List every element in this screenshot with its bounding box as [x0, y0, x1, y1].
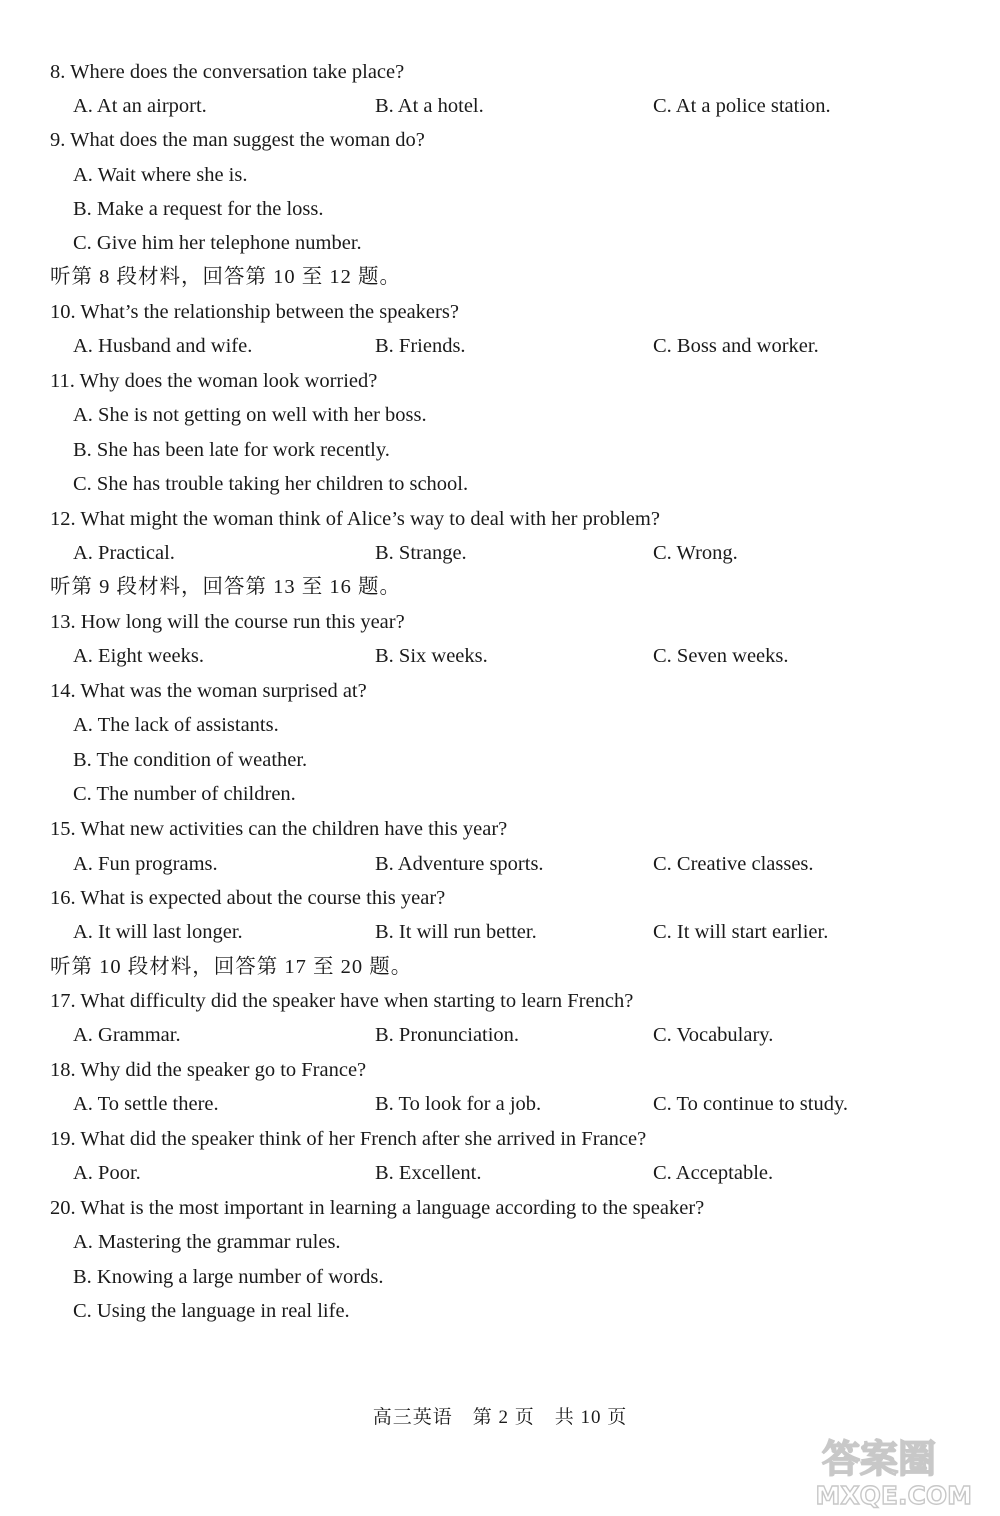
section-heading-10: 听第 10 段材料，回答第 17 至 20 题。	[50, 956, 413, 978]
question-20: 20. What is the most important in learning a language according to the speaker?	[50, 1197, 705, 1219]
option-8b: B. At a hotel.	[375, 95, 484, 117]
page-footer: 高三英语 第 2 页 共 10 页	[372, 1407, 628, 1428]
option-14c: C. The number of children.	[73, 783, 296, 805]
watermark-bottom-text: MXQE.COM	[815, 1481, 972, 1510]
option-15c: C. Creative classes.	[653, 853, 814, 875]
question-10: 10. What’s the relationship between the speakers?	[50, 301, 459, 323]
question-11: 11. Why does the woman look worried?	[50, 370, 378, 392]
option-19c: C. Acceptable.	[653, 1162, 774, 1184]
option-11c: C. She has trouble taking her children to school.	[73, 473, 469, 495]
option-8a: A. At an airport.	[73, 95, 207, 117]
question-14: 14. What was the woman surprised at?	[50, 680, 367, 702]
question-17: 17. What difficulty did the speaker have when starting to learn French?	[50, 990, 634, 1012]
option-14a: A. The lack of assistants.	[73, 714, 279, 736]
question-9: 9. What does the man suggest the woman do?	[50, 129, 425, 151]
option-19a: A. Poor.	[73, 1162, 141, 1184]
option-9c: C. Give him her telephone number.	[73, 232, 362, 254]
site-watermark-logo	[736, 1432, 976, 1510]
option-14b: B. The condition of weather.	[73, 749, 308, 771]
option-19b: B. Excellent.	[375, 1162, 482, 1184]
option-20b: B. Knowing a large number of words.	[73, 1266, 384, 1288]
option-16c: C. It will start earlier.	[653, 921, 829, 943]
option-13b: B. Six weeks.	[375, 645, 488, 667]
question-12: 12. What might the woman think of Alice’s way to deal with her problem?	[50, 508, 660, 530]
option-17b: B. Pronunciation.	[375, 1024, 520, 1046]
option-15b: B. Adventure sports.	[375, 853, 544, 875]
question-13: 13. How long will the course run this year?	[50, 611, 405, 633]
option-12b: B. Strange.	[375, 542, 467, 564]
option-16a: A. It will last longer.	[73, 921, 243, 943]
option-13c: C. Seven weeks.	[653, 645, 789, 667]
option-10c: C. Boss and worker.	[653, 335, 819, 357]
option-13a: A. Eight weeks.	[73, 645, 204, 667]
option-12c: C. Wrong.	[653, 542, 738, 564]
option-16b: B. It will run better.	[375, 921, 537, 943]
option-20c: C. Using the language in real life.	[73, 1300, 350, 1322]
option-9b: B. Make a request for the loss.	[73, 198, 324, 220]
question-19: 19. What did the speaker think of her French after she arrived in France?	[50, 1128, 647, 1150]
option-8c: C. At a police station.	[653, 95, 831, 117]
option-11b: B. She has been late for work recently.	[73, 439, 390, 461]
option-10b: B. Friends.	[375, 335, 466, 357]
option-20a: A. Mastering the grammar rules.	[73, 1231, 341, 1253]
option-18b: B. To look for a job.	[375, 1093, 542, 1115]
question-16: 16. What is expected about the course this year?	[50, 887, 446, 909]
option-18a: A. To settle there.	[73, 1093, 219, 1115]
question-15: 15. What new activities can the children have this year?	[50, 818, 508, 840]
option-10a: A. Husband and wife.	[73, 335, 253, 357]
option-11a: A. She is not getting on well with her boss.	[73, 404, 427, 426]
option-15a: A. Fun programs.	[73, 853, 218, 875]
question-8: 8. Where does the conversation take place?	[50, 61, 405, 83]
option-9a: A. Wait where she is.	[73, 164, 248, 186]
option-17c: C. Vocabulary.	[653, 1024, 774, 1046]
watermark-top-text: 答案圈	[821, 1437, 936, 1481]
question-18: 18. Why did the speaker go to France?	[50, 1059, 367, 1081]
option-17a: A. Grammar.	[73, 1024, 181, 1046]
option-12a: A. Practical.	[73, 542, 175, 564]
section-heading-8: 听第 8 段材料，回答第 10 至 12 题。	[50, 266, 401, 288]
option-18c: C. To continue to study.	[653, 1093, 849, 1115]
section-heading-9: 听第 9 段材料，回答第 13 至 16 题。	[50, 576, 401, 598]
